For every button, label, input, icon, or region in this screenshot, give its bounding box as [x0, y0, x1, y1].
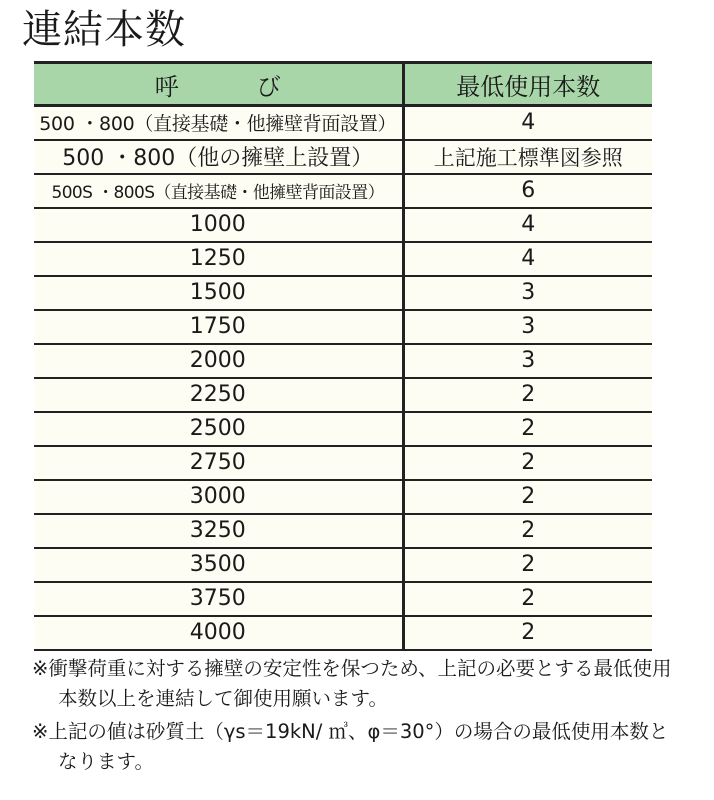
note-item: ※上記の値は砂質土（γs＝19kN/ ㎥、φ＝30°）の場合の最低使用本数となります。: [32, 720, 669, 773]
cell-min-count: 上記施工標準図参照: [403, 140, 652, 174]
table-header-row: [34, 63, 652, 106]
cell-min-count: 3: [403, 276, 652, 310]
cell-min-count: 2: [403, 616, 652, 650]
table-row: [34, 242, 652, 276]
cell-nominal: 3250: [34, 514, 403, 548]
cell-nominal: 4000: [34, 616, 403, 650]
table-row: [34, 276, 652, 310]
table-row: [34, 616, 652, 650]
cell-nominal: 1000: [34, 208, 403, 242]
cell-min-count: 2: [403, 548, 652, 582]
notes: [32, 654, 672, 780]
cell-min-count: 3: [403, 310, 652, 344]
table-container: [34, 61, 652, 651]
cell-nominal: 2000: [34, 344, 403, 378]
table-row: [34, 514, 652, 548]
cell-min-count: 4: [403, 208, 652, 242]
cell-nominal: 1250: [34, 242, 403, 276]
cell-nominal: 1500: [34, 276, 403, 310]
cell-nominal: 3750: [34, 582, 403, 616]
note-item: ※衝撃荷重に対する擁壁の安定性を保つため、上記の必要とする最低使用本数以上を連結して御使用願います。: [32, 657, 672, 710]
cell-nominal: 500 ・800（他の擁壁上設置）: [34, 140, 403, 174]
table-row: [34, 582, 652, 616]
cell-nominal: 500S ・800S（直接基礎・他擁壁背面設置）: [34, 174, 403, 208]
table-body: [34, 106, 652, 650]
cell-min-count: 2: [403, 412, 652, 446]
cell-nominal: 3000: [34, 480, 403, 514]
table-row: [34, 208, 652, 242]
cell-nominal: 500 ・800（直接基礎・他擁壁背面設置）: [34, 106, 403, 140]
connection-count-table: [34, 61, 652, 651]
cell-nominal: 2250: [34, 378, 403, 412]
table-row: [34, 310, 652, 344]
table-row: [34, 378, 652, 412]
cell-nominal: 2750: [34, 446, 403, 480]
table-row: [34, 446, 652, 480]
page-title: 連結本数: [22, 7, 186, 53]
table-row: [34, 480, 652, 514]
cell-min-count: 4: [403, 106, 652, 140]
cell-min-count: 2: [403, 446, 652, 480]
cell-min-count: 3: [403, 344, 652, 378]
header-min-count: 最低使用本数: [403, 63, 652, 106]
table-row: [34, 344, 652, 378]
cell-min-count: 2: [403, 582, 652, 616]
table-row: [34, 106, 652, 140]
cell-min-count: 2: [403, 514, 652, 548]
cell-min-count: 4: [403, 242, 652, 276]
cell-min-count: 6: [403, 174, 652, 208]
table-row: [34, 412, 652, 446]
cell-min-count: 2: [403, 378, 652, 412]
header-nominal: 呼び: [34, 63, 403, 106]
cell-nominal: 1750: [34, 310, 403, 344]
table-row: [34, 548, 652, 582]
cell-nominal: 3500: [34, 548, 403, 582]
cell-min-count: 2: [403, 480, 652, 514]
table-row: [34, 174, 652, 208]
table-row: [34, 140, 652, 174]
cell-nominal: 2500: [34, 412, 403, 446]
